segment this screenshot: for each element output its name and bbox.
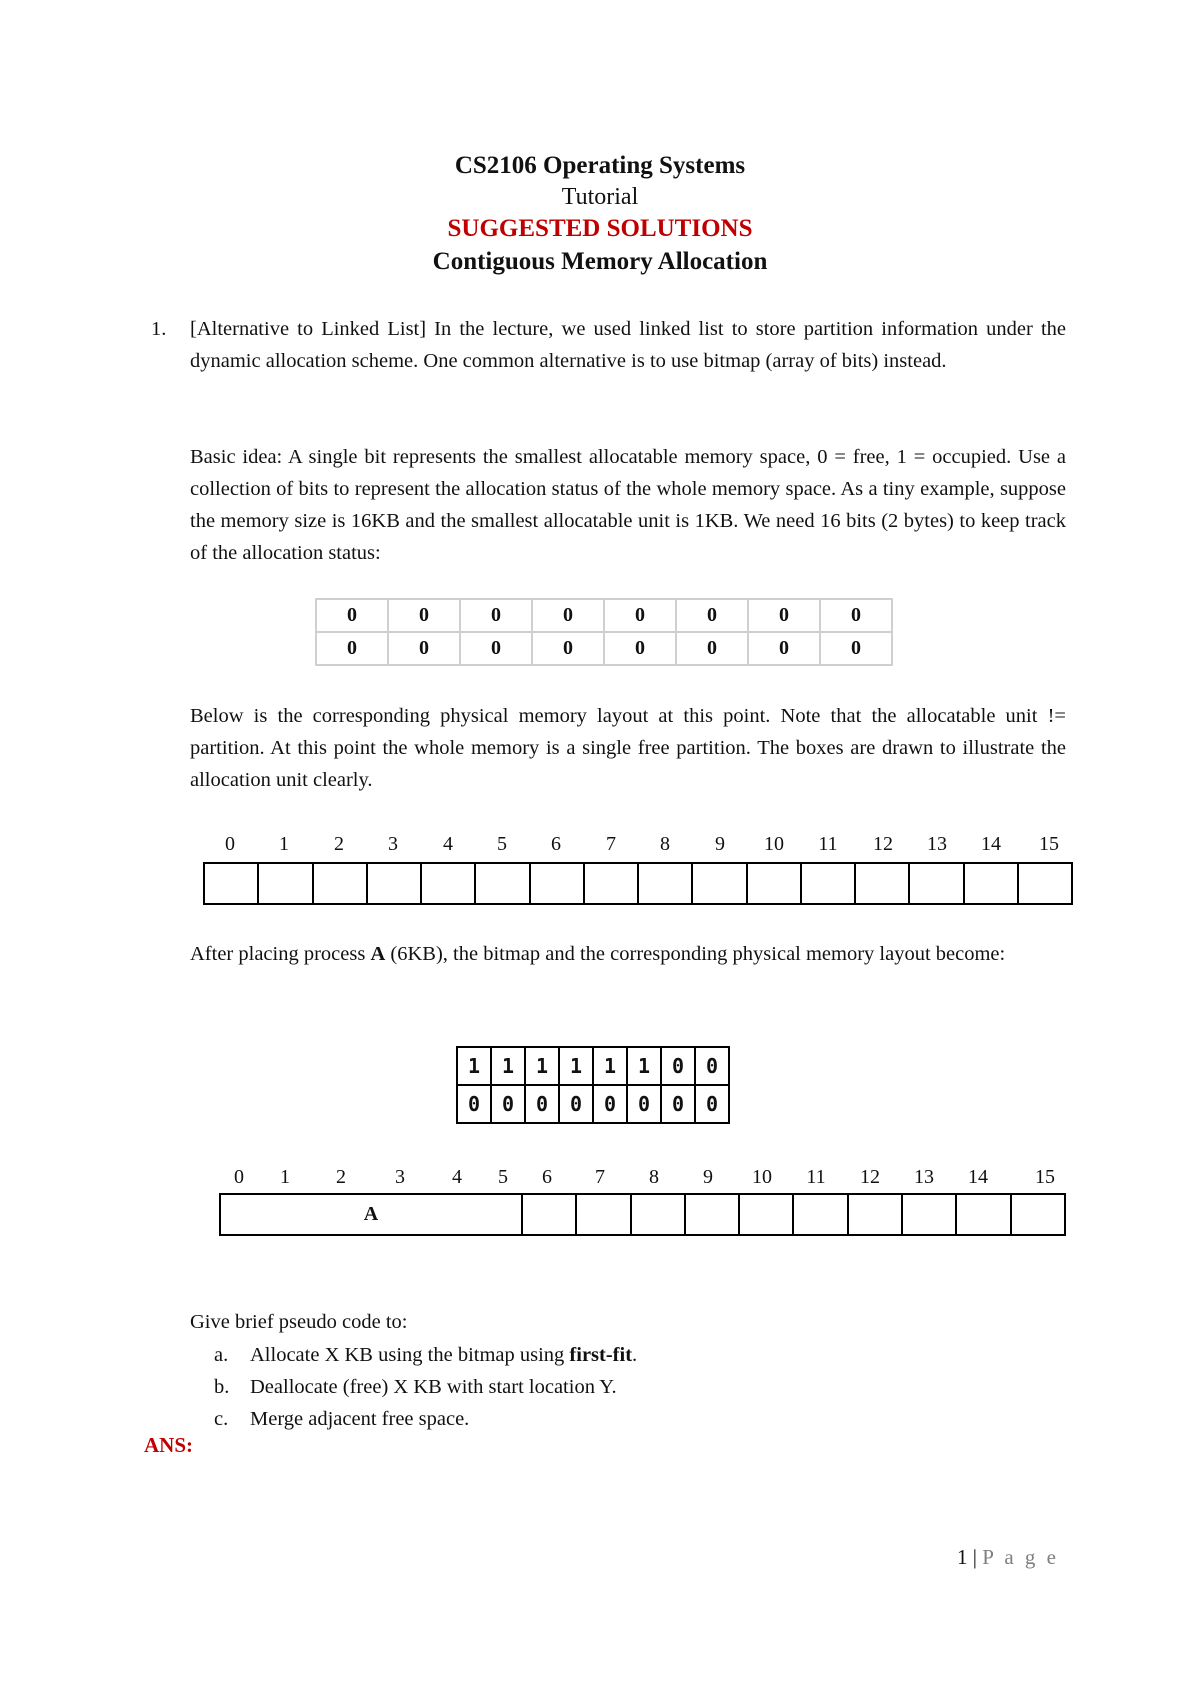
bitmap-cell: 0 <box>820 632 892 665</box>
bitmap-cell: 0 <box>676 632 748 665</box>
unit-label: 13 <box>914 1166 934 1188</box>
bitmap-cell: 1 <box>627 1047 661 1085</box>
bitmap-cell: 1 <box>491 1047 525 1085</box>
bitmap-cell: 0 <box>661 1085 695 1123</box>
memory-unit <box>693 864 747 903</box>
unit-label: 2 <box>336 1166 346 1188</box>
unit-label: 8 <box>660 833 670 855</box>
after-text-process: A <box>370 943 386 965</box>
layout-description: Below is the corresponding physical memory layout at this point. Note that the allocatable unit != partition. At this point the whole memory is a single free partition. The boxes are drawn to illustrate the allocation unit clearly. <box>190 705 1066 791</box>
task-text: Allocate X KB using the bitmap using <box>250 1344 570 1366</box>
bitmap-cell: 0 <box>748 632 820 665</box>
memory-unit <box>585 864 639 903</box>
page-word: P a g e <box>982 1545 1059 1569</box>
bitmap-cell: 0 <box>604 599 676 632</box>
answer-label: ANS: <box>144 1433 194 1457</box>
unit-labels-row-1 <box>203 833 1073 859</box>
memory-unit <box>1019 864 1071 903</box>
bitmap-cell: 1 <box>457 1047 491 1085</box>
unit-labels-row-2 <box>220 1166 1066 1192</box>
unit-label: 13 <box>927 833 947 855</box>
bitmap-cell: 0 <box>525 1085 559 1123</box>
bitmap-cell: 0 <box>532 632 604 665</box>
question-number: 1. <box>151 318 167 340</box>
unit-label: 3 <box>388 833 398 855</box>
bitmap-cell: 0 <box>604 632 676 665</box>
task-list <box>214 1339 637 1435</box>
bitmap-cell: 0 <box>316 599 388 632</box>
memory-unit <box>205 864 259 903</box>
bitmap-cell: 0 <box>748 599 820 632</box>
course-title: CS2106 Operating Systems <box>454 152 746 179</box>
memory-unit <box>686 1195 740 1234</box>
task-marker: a. <box>214 1344 229 1366</box>
document-subtitle: Tutorial <box>561 184 639 210</box>
unit-label: 10 <box>752 1166 772 1188</box>
bitmap-cell: 0 <box>491 1085 525 1123</box>
page-footer <box>957 1545 1059 1570</box>
memory-unit <box>259 864 313 903</box>
memory-unit <box>476 864 530 903</box>
task-emphasis: first-fit <box>569 1344 633 1366</box>
unit-label: 10 <box>764 833 784 855</box>
memory-unit <box>422 864 476 903</box>
task-marker: c. <box>214 1408 229 1430</box>
unit-label: 11 <box>818 833 838 855</box>
unit-label: 12 <box>873 833 893 855</box>
bitmap-cell: 0 <box>388 632 460 665</box>
memory-unit <box>577 1195 631 1234</box>
memory-unit <box>1012 1195 1064 1234</box>
task-item-c <box>214 1403 637 1435</box>
unit-label: 4 <box>443 833 453 855</box>
unit-label: 9 <box>715 833 725 855</box>
page-number: 1 <box>956 1545 968 1569</box>
bitmap-cell: 0 <box>695 1085 729 1123</box>
bitmap-cell: 0 <box>457 1085 491 1123</box>
memory-unit <box>965 864 1019 903</box>
memory-unit <box>849 1195 903 1234</box>
memory-unit <box>957 1195 1011 1234</box>
task-text: Deallocate (free) X KB with start location Y. <box>250 1376 617 1398</box>
memory-unit <box>368 864 422 903</box>
task-marker: b. <box>214 1376 230 1398</box>
unit-label: 14 <box>968 1166 988 1188</box>
bitmap-cell: 0 <box>676 599 748 632</box>
footer-separator: | <box>972 1545 977 1569</box>
memory-unit <box>740 1195 794 1234</box>
bitmap-cell: 1 <box>559 1047 593 1085</box>
memory-unit <box>910 864 964 903</box>
bitmap-cell: 0 <box>460 632 532 665</box>
bitmap-cell: 0 <box>532 599 604 632</box>
unit-label: 15 <box>1039 833 1059 855</box>
unit-label: 12 <box>860 1166 880 1188</box>
memory-unit <box>794 1195 848 1234</box>
unit-label: 7 <box>595 1166 605 1188</box>
after-placing-paragraph <box>190 938 1066 970</box>
bitmap-cell: 0 <box>627 1085 661 1123</box>
bitmap-cell: 0 <box>820 599 892 632</box>
solutions-heading: SUGGESTED SOLUTIONS <box>447 215 753 242</box>
unit-label: 15 <box>1035 1166 1055 1188</box>
basic-idea-paragraph: Basic idea: A single bit represents the smallest allocatable memory space, 0 = free, 1 = occupied. Use a collection of bits to represent the allocation status of the whole memory space. As a tiny example, suppose the memory size is 16KB and the smallest allocatable unit is 1KB. We need 16 bits (2 bytes) to keep track of the allocation status: <box>190 446 1066 564</box>
unit-label: 7 <box>606 833 616 855</box>
task-item-b <box>214 1371 637 1403</box>
memory-unit <box>802 864 856 903</box>
unit-label: 14 <box>981 833 1001 855</box>
bitmap-cell: 1 <box>593 1047 627 1085</box>
memory-unit <box>639 864 693 903</box>
after-text-post: (6KB), the bitmap and the corresponding physical memory layout become: <box>385 943 1006 965</box>
memory-layout-after <box>219 1193 1066 1236</box>
bitmap-cell: 0 <box>388 599 460 632</box>
unit-label: 4 <box>452 1166 462 1188</box>
memory-unit <box>314 864 368 903</box>
task-text: Merge adjacent free space. <box>250 1408 470 1430</box>
unit-label: 6 <box>551 833 561 855</box>
unit-label: 11 <box>806 1166 826 1188</box>
memory-unit <box>523 1195 577 1234</box>
unit-label: 5 <box>498 1166 508 1188</box>
bitmap-cell: 0 <box>695 1047 729 1085</box>
task-text-end: . <box>632 1344 638 1366</box>
memory-unit <box>856 864 910 903</box>
bitmap-cell: 0 <box>559 1085 593 1123</box>
unit-label: 9 <box>703 1166 713 1188</box>
memory-layout-initial <box>203 862 1073 905</box>
bitmap-cell: 0 <box>661 1047 695 1085</box>
bitmap-cell: 1 <box>525 1047 559 1085</box>
unit-label: 1 <box>280 1166 290 1188</box>
memory-unit <box>632 1195 686 1234</box>
unit-label: 1 <box>279 833 289 855</box>
bitmap-cell: 0 <box>593 1085 627 1123</box>
unit-label: 0 <box>225 833 235 855</box>
unit-label: 8 <box>649 1166 659 1188</box>
unit-label: 3 <box>395 1166 405 1188</box>
after-text-pre: After placing process <box>190 943 371 965</box>
topic-heading: Contiguous Memory Allocation <box>432 248 768 275</box>
bitmap-cell: 0 <box>460 599 532 632</box>
memory-unit <box>903 1195 957 1234</box>
bitmap-cell: 0 <box>316 632 388 665</box>
task-item-a <box>214 1339 637 1371</box>
unit-label: 0 <box>234 1166 244 1188</box>
memory-unit <box>748 864 802 903</box>
task-intro: Give brief pseudo code to: <box>190 1311 408 1333</box>
memory-unit <box>531 864 585 903</box>
unit-label: 2 <box>334 833 344 855</box>
bitmap-after-table <box>456 1046 730 1124</box>
question-intro: [Alternative to Linked List] In the lecture, we used linked list to store partition information under the dynamic allocation scheme. One common alternative is to use bitmap (array of bits) instead. <box>190 318 1066 372</box>
unit-label: 5 <box>497 833 507 855</box>
unit-label: 6 <box>542 1166 552 1188</box>
process-a-partition: A <box>221 1195 523 1234</box>
bitmap-initial-table <box>315 598 893 666</box>
